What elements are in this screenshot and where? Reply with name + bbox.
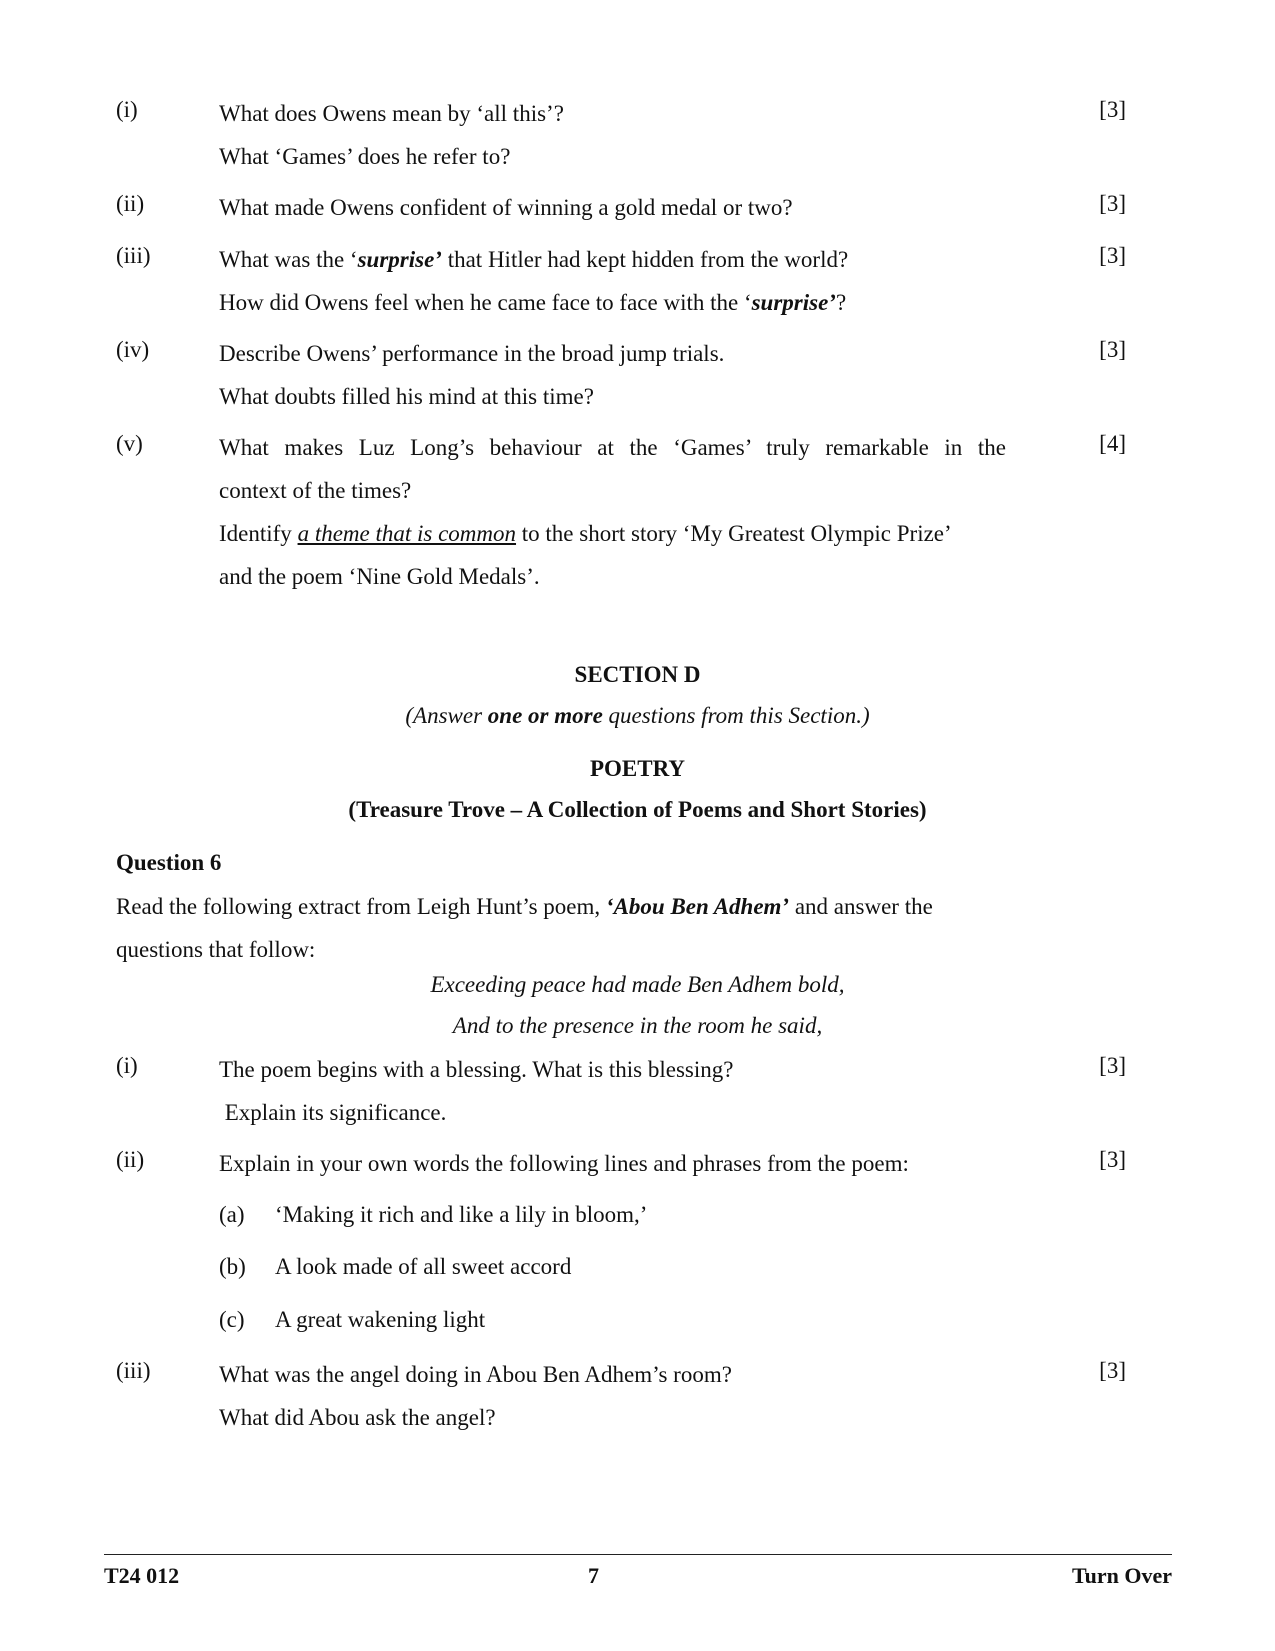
poem-extract-line: Exceeding peace had made Ben Adhem bold,	[430, 972, 845, 997]
marks-label: [3]	[1099, 337, 1126, 362]
page-number: 7	[588, 1563, 599, 1588]
marks-label: [3]	[1099, 1053, 1126, 1078]
question-text: Explain in your own words the following lines and phrases from the poem:	[219, 1151, 909, 1176]
question-text: What does Owens mean by ‘all this’? What ‘Games’ does he refer to?	[219, 101, 564, 169]
question-intro: Read the following extract from Leigh Hunt’s poem, ‘Abou Ben Adhem’ and answer the questions that follow:	[116, 894, 933, 962]
question-number: (i)	[116, 97, 138, 122]
poem-extract-line: And to the presence in the room he said,	[452, 1013, 823, 1038]
question-number: (ii)	[116, 1147, 145, 1172]
question-text: Describe Owens’ performance in the broad jump trials. What doubts filled his mind at this time?	[219, 341, 725, 409]
question-text: What made Owens confident of winning a gold medal or two?	[219, 195, 793, 220]
page-footer	[104, 1554, 1172, 1588]
marks-label: [4]	[1099, 431, 1126, 456]
section-instruction: (Answer one or more questions from this Section.)	[405, 703, 870, 728]
question-text: What makes Luz Long’s behaviour at the ‘Games’ truly remarkable in the context of the times? Identify a theme that is common to the short story ‘My Greatest Olympic Prize’ and the poem ‘Nine Gold Medals’.	[219, 435, 1006, 589]
question-number: (iii)	[116, 1358, 151, 1383]
question-heading: Question 6	[116, 850, 222, 875]
question-number: (i)	[116, 1053, 138, 1078]
question-text: What was the angel doing in Abou Ben Adhem’s room? What did Abou ask the angel?	[219, 1362, 732, 1430]
book-title: (Treasure Trove – A Collection of Poems and Short Stories)	[348, 797, 927, 822]
marks-label: [3]	[1099, 1147, 1126, 1172]
marks-label: [3]	[1099, 191, 1126, 216]
marks-label: [3]	[1099, 97, 1126, 122]
question-number: (v)	[116, 431, 143, 456]
section-title: SECTION D	[574, 662, 701, 687]
question-number: (ii)	[116, 191, 145, 216]
turn-over-label: Turn Over	[1071, 1563, 1172, 1588]
marks-label: [3]	[1099, 243, 1126, 268]
question-text: The poem begins with a blessing. What is this blessing? Explain its significance.	[219, 1057, 734, 1125]
question-number: (iii)	[116, 243, 151, 268]
question-text: What was the ‘surprise’ that Hitler had kept hidden from the world? How did Owens feel when he came face to face with the ‘surprise’?	[219, 247, 849, 315]
marks-label: [3]	[1099, 1358, 1126, 1383]
subject-title: POETRY	[589, 756, 686, 781]
paper-code: T24 012	[104, 1563, 180, 1588]
question-number: (iv)	[116, 337, 150, 362]
